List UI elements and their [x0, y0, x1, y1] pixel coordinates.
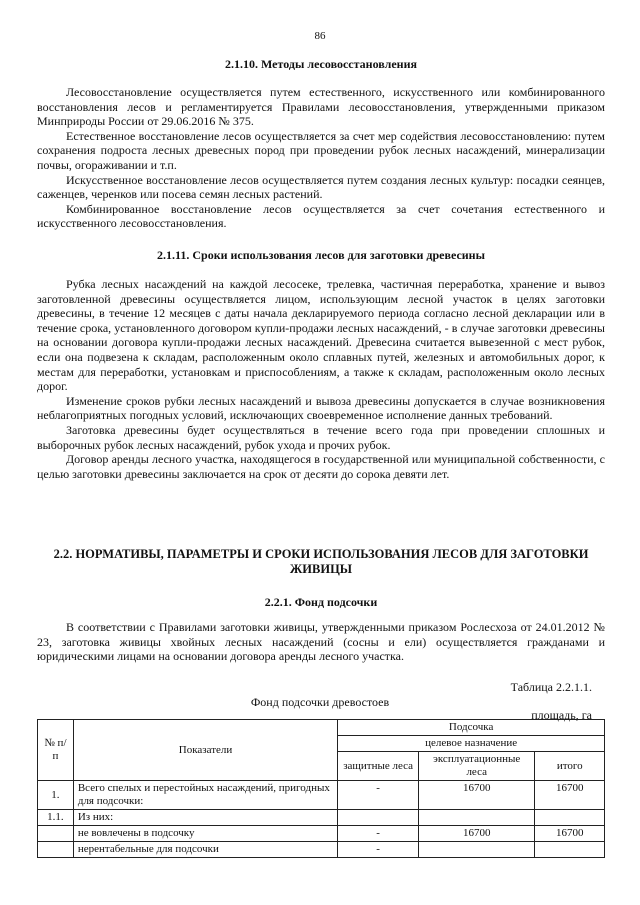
paragraph: Комбинированное восстановление лесов осуществляется за счет сочетания естественного и искусственного лесовосстановления.: [37, 201, 605, 231]
row-total: 16700: [535, 826, 605, 842]
row-exploitation: [418, 842, 535, 858]
header-indicators: Показатели: [73, 720, 337, 781]
row-name: Из них:: [73, 810, 337, 826]
row-name: нерентабельные для подсочки: [73, 842, 337, 858]
table-row: [38, 810, 605, 826]
section-heading-terms: 2.1.11. Сроки использования лесов для заготовки древесины: [157, 248, 485, 262]
row-protective: -: [338, 842, 419, 858]
header-exploitation: эксплуатационные леса: [418, 752, 535, 781]
header-num: № п/п: [38, 720, 74, 781]
row-exploitation: 16700: [418, 826, 535, 842]
row-total: [535, 810, 605, 826]
table-row: [38, 826, 605, 842]
subsection-heading: 2.2.1. Фонд подсочки: [264, 595, 378, 609]
tapping-fund-table: [37, 719, 605, 858]
table-unit: площадь, га: [531, 708, 592, 722]
section-body-terms: [37, 277, 605, 481]
table-title: Фонд подсочки древостоев: [250, 695, 390, 709]
paragraph: Изменение сроков рубки лесных насаждений и вывоза древесины допускается в случае возникновения неблагоприятных погодных условий, исключающих своевременное исполнение данных требований.: [37, 393, 605, 423]
row-total: 16700: [535, 781, 605, 810]
row-num: [38, 826, 74, 842]
section-heading-methods: 2.1.10. Методы лесовосстановления: [225, 57, 417, 71]
row-protective: -: [338, 781, 419, 810]
section-body-methods: [37, 85, 605, 231]
chapter-heading: 2.2. НОРМАТИВЫ, ПАРАМЕТРЫ И СРОКИ ИСПОЛЬЗОВАНИЯ ЛЕСОВ ДЛЯ ЗАГОТОВКИ ЖИВИЦЫ: [53, 547, 589, 576]
page-number: 86: [314, 30, 326, 42]
header-protective: защитные леса: [338, 752, 419, 781]
row-num: 1.1.: [38, 810, 74, 826]
paragraph: Заготовка древесины будет осуществляться в течение всего года при проведении сплошных и выборочных рубок лесных насаждений, рубок ухода и прочих рубок.: [37, 422, 605, 452]
row-name: не вовлечены в подсочку: [73, 826, 337, 842]
paragraph: Естественное восстановление лесов осуществляется за счет мер содействия лесовосстановлению: путем сохранения подроста лесных древесных пород при проведении рубок лесных насаждений, минерализации почвы, огораживании и т.п.: [37, 128, 605, 172]
paragraph: Лесовосстановление осуществляется путем естественного, искусственного или комбинированного восстановления лесов и регламентируется Правилами лесовосстановления, утвержденными приказом Минприроды России от 29.06.2016 № 375.: [37, 85, 605, 129]
row-exploitation: 16700: [418, 781, 535, 810]
subsection-body: [37, 620, 605, 664]
header-total: итого: [535, 752, 605, 781]
paragraph: Рубка лесных насаждений на каждой лесосеке, трелевка, частичная переработка, хранение и вывоз заготовленной древесины осуществляется лицом, использующим лесной участок в целях заготовки древесины, в течение 12 месяцев с даты начала декларируемого периода согласно лесной декларации или в течение срока, установленного договором купли-продажи лесных насаждений, - в случае заготовки древесины на основании договора купли-продажи лесных насаждений. Древесина считается вывезенной с мест рубок, если она подвезена к складам, расположенным около сплавных путей, железных и автомобильных дорог, к местам для переработки, установкам и приспособлениям, а также к складам, расположенным около лесных дорог.: [37, 277, 605, 394]
header-tapping: Подсочка: [338, 720, 605, 736]
row-num: [38, 842, 74, 858]
table-row: [38, 781, 605, 810]
row-protective: -: [338, 826, 419, 842]
paragraph: В соответствии с Правилами заготовки живицы, утвержденными приказом Рослесхоза от 24.01.2012 № 23, заготовка живицы хвойных лесных насаждений (сосны и ели) осуществляется гражданами и юридическими лицами на основании договора аренды лесного участка.: [37, 620, 605, 664]
row-exploitation: [418, 810, 535, 826]
paragraph: Искусственное восстановление лесов осуществляется путем создания лесных культур: посадки сеянцев, саженцев, черенков или посева семян лесных растений.: [37, 172, 605, 202]
row-num: 1.: [38, 781, 74, 810]
row-name: Всего спелых и перестойных насаждений, пригодных для подсочки:: [73, 781, 337, 810]
paragraph: Договор аренды лесного участка, находящегося в государственной или муниципальной собственности, с целью заготовки древесины заключается на срок от десяти до сорока девяти лет.: [37, 452, 605, 481]
row-total: [535, 842, 605, 858]
table-label: Таблица 2.2.1.1.: [510, 680, 592, 694]
table-row: [38, 842, 605, 858]
header-purpose: целевое назначение: [338, 736, 605, 752]
row-protective: [338, 810, 419, 826]
